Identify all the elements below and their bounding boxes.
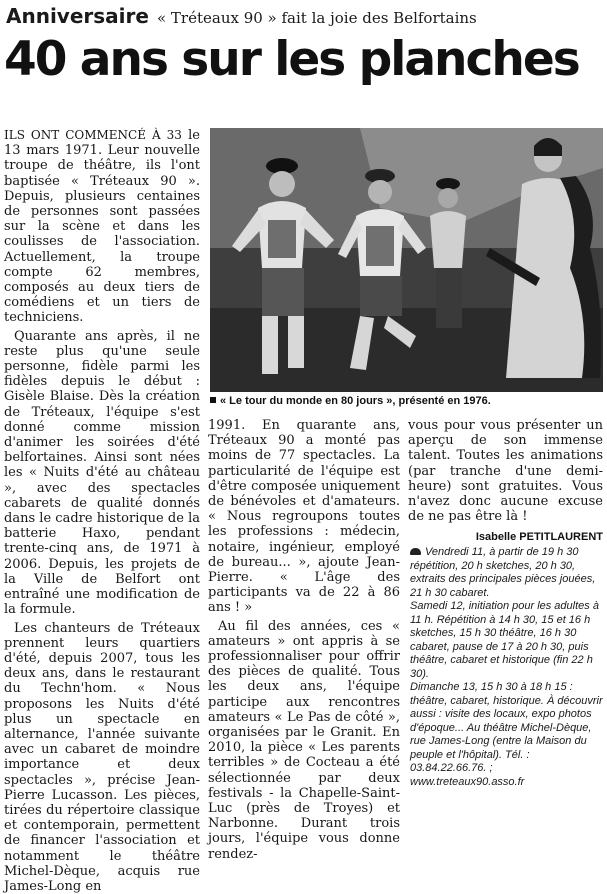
phone-icon [410, 548, 421, 555]
paragraph [4, 128, 200, 326]
lead-in: ILS ONT COMMENCÉ À 33 [4, 128, 182, 142]
paragraph: Quarante ans après, il ne reste plus qu'une seule personne, fidèle parmi les fidèles depuis le début : Gisèle Blaise. Dès la création de Tréteaux, l'équipe s'est donné comme mission d'animer les soirées d'été belfortaines. Ainsi sont nées les « Nuits d'été au château », avec des spectacles cabarets de qualité donnés dans le cadre historique de la batterie Haxo, pendant trente-cinq ans, de 1971 à 2006. Depuis, les projets de la Ville de Belfort ont entraîné une modification de la formule. [4, 329, 200, 618]
article-column-3 [408, 418, 603, 530]
paragraph: Les chanteurs de Tréteaux prennent leurs quartiers d'été, depuis 2007, tous les deux ans, dans le restaurant du Techn'hom. « Nous proposons les Nuits d'été plus un spectacle en alternance, l'année suivante avec un cabaret de moindre importance et deux spectacles », précise Jean-Pierre Lucasson. Les pièces, tirées du répertoire classique et contemporain, permettent de financer l'association et notamment le théâtre Michel-Dèque, acquis rue James-Long en [4, 621, 200, 894]
paragraph: Au fil des années, ces « amateurs » ont appris à se professionnaliser pour offrir des pièces de qualité. Tous les deux ans, l'équipe participe aux rencontres amateurs « Le Pas de côté », organisées par le Granit. En 2010, la pièce « Les parents terribles » de Cocteau a été sélectionnée par deux festivals - la Chapelle-Saint-Luc (près de Troyes) et Narbonne. Durant trois jours, l'équipe vous donne rendez- [208, 619, 400, 862]
kicker-subtitle: « Tréteaux 90 » fait la joie des Belfortains [157, 9, 477, 27]
info-line [410, 546, 603, 600]
paragraph: vous pour vous présenter un aperçu de son immense talent. Toutes les animations (par tranche d'une demi-heure) sont gratuites. Vous n'avez donc aucune excuse de ne pas être là ! [408, 418, 603, 524]
info-text: Vendredi 11, à partir de 19 h 30 répétition, 20 h sketches, 20 h 30, extraits des principales pièces jouées, 21 h 30 cabaret. [410, 546, 595, 599]
paragraph: 1991. En quarante ans, Tréteaux 90 a monté pas moins de 77 spectacles. La particularité de l'équipe est d'être composée uniquement de bénévoles et d'amateurs. « Nous regroupons toutes les professions : médecin, notaire, ingénieur, employé de bureau... », ajoute Jean-Pierre. « L'âge des participants va de 22 à 86 ans ! » [208, 418, 400, 616]
article-column-1 [4, 128, 200, 868]
photo-caption [210, 395, 603, 407]
info-line: Dimanche 13, 15 h 30 à 18 h 15 : théâtre, cabaret, historique. À découvrir aussi : visite des locaux, expo photos d'époque... Au théâtre Michel-Dèque, rue James-Long (entre la Maison du peuple et l'hôpital). Tél. : 03.84.22.66.76. ; www.treteaux90.asso.fr [410, 681, 603, 789]
stage-photo [210, 128, 603, 392]
practical-info [410, 546, 603, 789]
author-byline: Isabelle PETITLAURENT [408, 531, 603, 543]
caption-bullet [210, 397, 216, 403]
caption-text: « Le tour du monde en 80 jours », présenté en 1976. [220, 395, 491, 407]
headline: 40 ans sur les planches [4, 32, 604, 88]
paragraph-text: le 13 mars 1971. Leur nouvelle troupe de théâtre, ils l'ont baptisée « Tréteaux 90 ». Depuis, plusieurs centaines de personnes sont passées sur la scène et dans les coulisses de l'association. Actuellement, la troupe compte 62 membres, composés au deux tiers de comédiens et un tiers de techniciens. [4, 128, 200, 325]
article-column-2 [208, 418, 400, 868]
stage-photo-illustration [210, 128, 603, 392]
info-line: Samedi 12, initiation pour les adultes à 11 h. Répétition à 14 h 30, 15 et 16 h sketches, 15 h 30 théâtre, 16 h 30 cabaret, pause de 17 à 20 h 30, puis théâtre, cabaret et historique (fin 22 h 30). [410, 600, 603, 681]
kicker-main: Anniversaire [6, 4, 149, 28]
article-kicker [6, 4, 601, 30]
